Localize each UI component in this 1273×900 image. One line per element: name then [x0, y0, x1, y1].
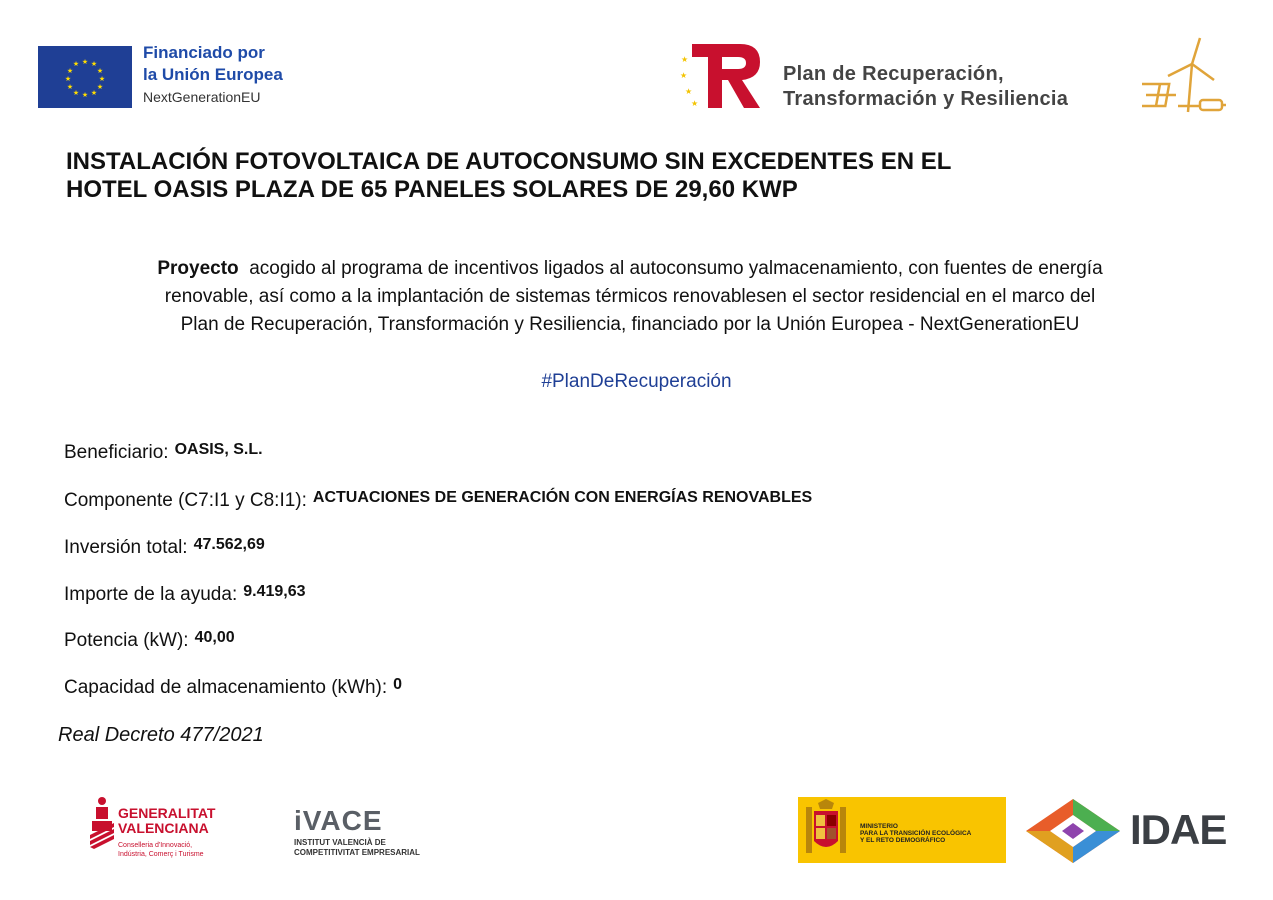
detail-row-importe — [64, 584, 306, 606]
svg-text:★: ★ — [96, 67, 104, 75]
project-description — [40, 255, 1220, 339]
svg-text:★: ★ — [680, 71, 688, 80]
page-title — [66, 148, 1206, 204]
detail-label: Inversión total: — [64, 537, 188, 558]
plan-line-1: Plan de Recuperación, — [783, 63, 1004, 85]
description-bold-word: Proyecto — [157, 258, 239, 279]
detail-value: 47.562,69 — [193, 536, 265, 553]
description-line-1 — [40, 255, 1220, 283]
svg-text:★: ★ — [691, 99, 699, 108]
ministerio-line-1: MINISTERIO — [860, 823, 898, 830]
svg-text:★: ★ — [90, 60, 98, 68]
generalitat-crest-icon — [88, 795, 116, 851]
svg-text:★: ★ — [685, 87, 693, 96]
eu-flag-logo — [38, 46, 132, 108]
ivace-logo: iVACE — [294, 805, 383, 836]
svg-text:★: ★ — [81, 58, 89, 66]
detail-value: ACTUACIONES DE GENERACIÓN CON ENERGÍAS RENOVABLES — [312, 489, 813, 506]
detail-label: Componente (C7:I1 y C8:I1): — [64, 490, 307, 511]
idae-diamond-icon — [1024, 797, 1122, 865]
svg-text:★: ★ — [98, 75, 106, 83]
detail-row-potencia — [64, 630, 235, 652]
tr-logo-icon — [678, 40, 764, 112]
plan-recuperacion-text — [783, 62, 1068, 112]
svg-text:★: ★ — [72, 89, 80, 97]
ministerio-line-2: PARA LA TRANSICIÓN ECOLÓGICA — [860, 830, 972, 837]
title-line-2: HOTEL OASIS PLAZA DE 65 PANELES SOLARES DE 29,60 KWP — [66, 176, 798, 203]
detail-value: 0 — [393, 676, 403, 693]
generalitat-conselleria — [118, 841, 204, 859]
svg-text:★: ★ — [64, 75, 72, 83]
detail-row-capacidad — [64, 677, 402, 699]
generalitat-name-line-2: VALENCIANA — [118, 820, 209, 836]
detail-label: Beneficiario: — [64, 442, 169, 463]
ivace-sub-line-1: INSTITUT VALENCIÀ DE — [294, 838, 386, 847]
detail-label: Importe de la ayuda: — [64, 584, 238, 605]
detail-value: OASIS, S.L. — [174, 441, 263, 458]
svg-text:★: ★ — [72, 60, 80, 68]
description-line-3: Plan de Recuperación, Transformación y Resiliencia, financiado por la Unión Europea - NextGenerationEU — [180, 314, 1080, 335]
generalitat-name-line-1: GENERALITAT — [118, 805, 216, 821]
conselleria-line-1: Conselleria d'Innovació, — [118, 842, 193, 849]
idae-logo — [1024, 797, 1122, 865]
svg-text:★: ★ — [681, 55, 689, 64]
ministerio-text — [860, 823, 971, 844]
svg-text:★: ★ — [66, 83, 74, 91]
detail-value: 9.419,63 — [243, 583, 306, 600]
svg-text:★: ★ — [81, 91, 89, 99]
eu-line-2: la Unión Europea — [143, 65, 283, 84]
svg-text:★: ★ — [90, 89, 98, 97]
detail-label: Potencia (kW): — [64, 630, 189, 651]
wind-solar-icon — [1142, 34, 1228, 118]
description-line-1-rest: acogido al programa de incentivos ligados al autoconsumo yalmacenamiento, con fuentes de energía — [249, 258, 1103, 279]
detail-value: 40,00 — [194, 629, 235, 646]
eu-line-3: NextGenerationEU — [143, 89, 261, 105]
conselleria-line-2: Indústria, Comerç i Turisme — [118, 851, 204, 858]
plan-recuperacion-logo — [678, 40, 764, 112]
ivace-sub-line-2: COMPETITIVITAT EMPRESARIAL — [294, 848, 420, 857]
generalitat-name — [118, 806, 215, 836]
detail-row-beneficiario — [64, 442, 263, 464]
detail-label: Capacidad de almacenamiento (kWh): — [64, 677, 388, 698]
spain-coat-of-arms-icon — [798, 797, 854, 863]
plan-line-2: Transformación y Resiliencia — [783, 88, 1069, 110]
detail-row-inversion — [64, 537, 265, 559]
eu-funding-text — [143, 42, 283, 108]
hashtag: #PlanDeRecuperación — [541, 371, 732, 392]
decree-reference: Real Decreto 477/2021 — [58, 724, 264, 746]
svg-text:★: ★ — [66, 67, 74, 75]
svg-text:★: ★ — [96, 83, 104, 91]
idae-name: IDAE — [1130, 806, 1227, 853]
eu-line-1: Financiado por — [143, 43, 265, 62]
ivace-subtitle — [294, 838, 420, 858]
ministerio-line-3: Y EL RETO DEMOGRÁFICO — [860, 837, 946, 844]
title-line-1: INSTALACIÓN FOTOVOLTAICA DE AUTOCONSUMO SIN EXCEDENTES EN EL — [66, 148, 952, 175]
description-line-2: renovable, así como a la implantación de sistemas térmicos renovablesen el sector residencial en el marco del — [164, 286, 1096, 307]
eu-stars-icon — [38, 46, 132, 108]
detail-row-componente — [64, 490, 812, 512]
